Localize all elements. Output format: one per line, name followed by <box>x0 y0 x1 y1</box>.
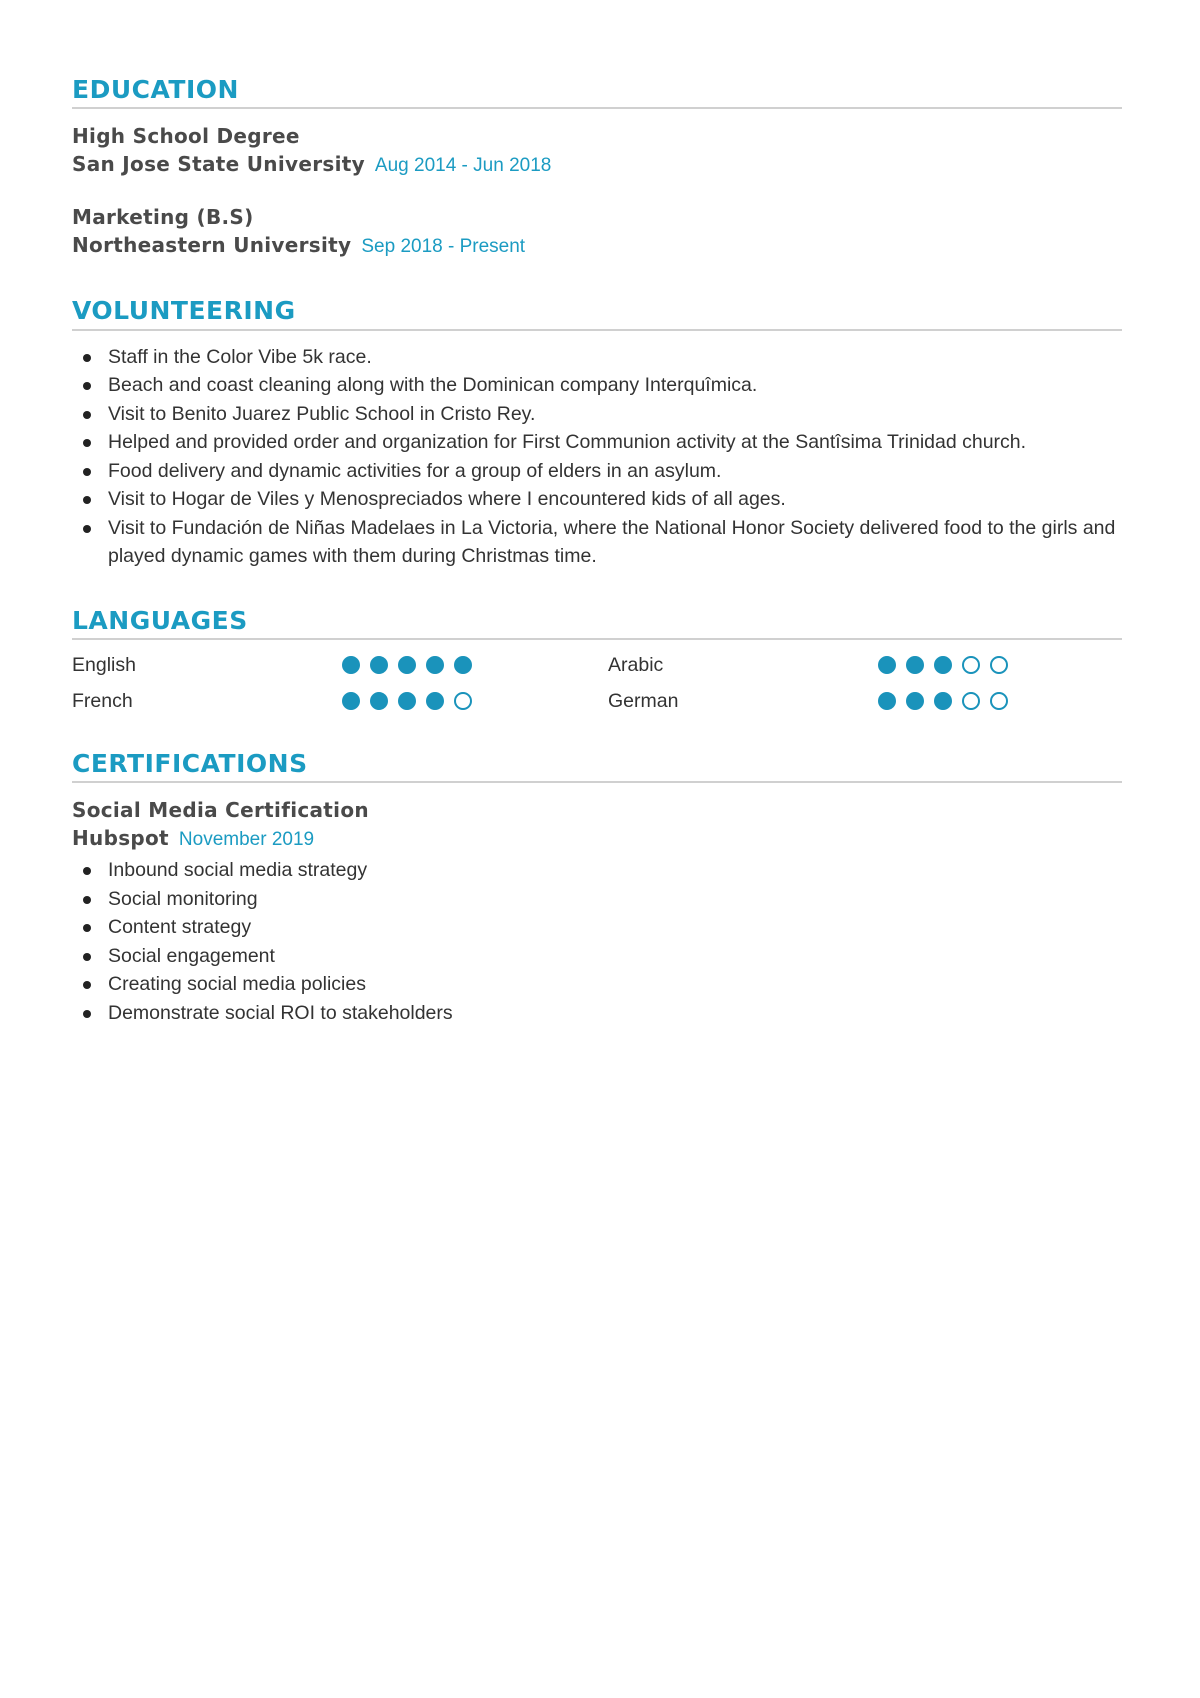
degree-title: High School Degree <box>72 124 300 149</box>
list-item: Visit to Hogar de Viles y Menospreciados where I encountered kids of all ages. <box>72 485 1122 514</box>
section-title-education: EDUCATION <box>72 74 1122 109</box>
institution-name: Northeastern University <box>72 233 352 258</box>
filled-dot-icon <box>454 656 472 674</box>
list-item: Visit to Fundación de Niñas Madelaes in La Victoria, where the National Honor Society delivered food to the girls and played dynamic games with them during Christmas time. <box>72 514 1122 571</box>
date-range: Sep 2018 - Present <box>361 236 526 258</box>
filled-dot-icon <box>906 656 924 674</box>
filled-dot-icon <box>398 692 416 710</box>
language-name: French <box>72 689 133 712</box>
section-title-certifications: CERTIFICATIONS <box>72 748 1122 783</box>
list-item: Staff in the Color Vibe 5k race. <box>72 343 1122 372</box>
empty-dot-icon <box>962 692 980 710</box>
date-range: Aug 2014 - Jun 2018 <box>374 155 552 177</box>
education-entry <box>72 204 1122 261</box>
section-title-languages: LANGUAGES <box>72 605 1122 640</box>
filled-dot-icon <box>342 692 360 710</box>
list-item: Demonstrate social ROI to stakeholders <box>72 999 1122 1028</box>
language-name: Arabic <box>608 653 664 676</box>
list-item: Beach and coast cleaning along with the Dominican company Interquîmica. <box>72 371 1122 400</box>
certification-name: Social Media Certification <box>72 798 369 822</box>
education-entry <box>72 123 1122 180</box>
language-name: English <box>72 653 136 676</box>
filled-dot-icon <box>370 692 388 710</box>
filled-dot-icon <box>878 656 896 674</box>
list-item: Inbound social media strategy <box>72 856 1122 885</box>
empty-dot-icon <box>962 656 980 674</box>
list-item: Social engagement <box>72 942 1122 971</box>
education-section <box>72 74 1122 261</box>
language-level-rating <box>342 652 608 678</box>
certification-date: November 2019 <box>178 829 315 850</box>
filled-dot-icon <box>398 656 416 674</box>
filled-dot-icon <box>426 656 444 674</box>
empty-dot-icon <box>990 692 1008 710</box>
certifications-section <box>72 748 1122 1027</box>
languages-section <box>72 605 1122 714</box>
empty-dot-icon <box>990 656 1008 674</box>
languages-grid <box>72 652 1122 714</box>
volunteering-list <box>72 343 1122 571</box>
empty-dot-icon <box>454 692 472 710</box>
list-item: Visit to Benito Juarez Public School in Cristo Rey. <box>72 400 1122 429</box>
list-item: Content strategy <box>72 913 1122 942</box>
certification-issuer: Hubspot <box>72 826 169 850</box>
language-level-rating <box>342 688 608 714</box>
volunteering-section <box>72 295 1122 570</box>
language-level-rating <box>878 652 1144 678</box>
filled-dot-icon <box>370 656 388 674</box>
filled-dot-icon <box>342 656 360 674</box>
list-item: Helped and provided order and organization for First Communion activity at the Santîsima Trinidad church. <box>72 428 1122 457</box>
filled-dot-icon <box>426 692 444 710</box>
certification-topics <box>72 856 1122 1027</box>
certification-entry <box>72 797 1122 1027</box>
institution-name: San Jose State University <box>72 152 365 177</box>
list-item: Food delivery and dynamic activities for a group of elders in an asylum. <box>72 457 1122 486</box>
filled-dot-icon <box>934 656 952 674</box>
filled-dot-icon <box>934 692 952 710</box>
filled-dot-icon <box>878 692 896 710</box>
filled-dot-icon <box>906 692 924 710</box>
language-name: German <box>608 689 679 712</box>
list-item: Social monitoring <box>72 885 1122 914</box>
language-level-rating <box>878 688 1144 714</box>
list-item: Creating social media policies <box>72 970 1122 999</box>
degree-title: Marketing (B.S) <box>72 205 254 230</box>
section-title-volunteering: VOLUNTEERING <box>72 295 1122 330</box>
